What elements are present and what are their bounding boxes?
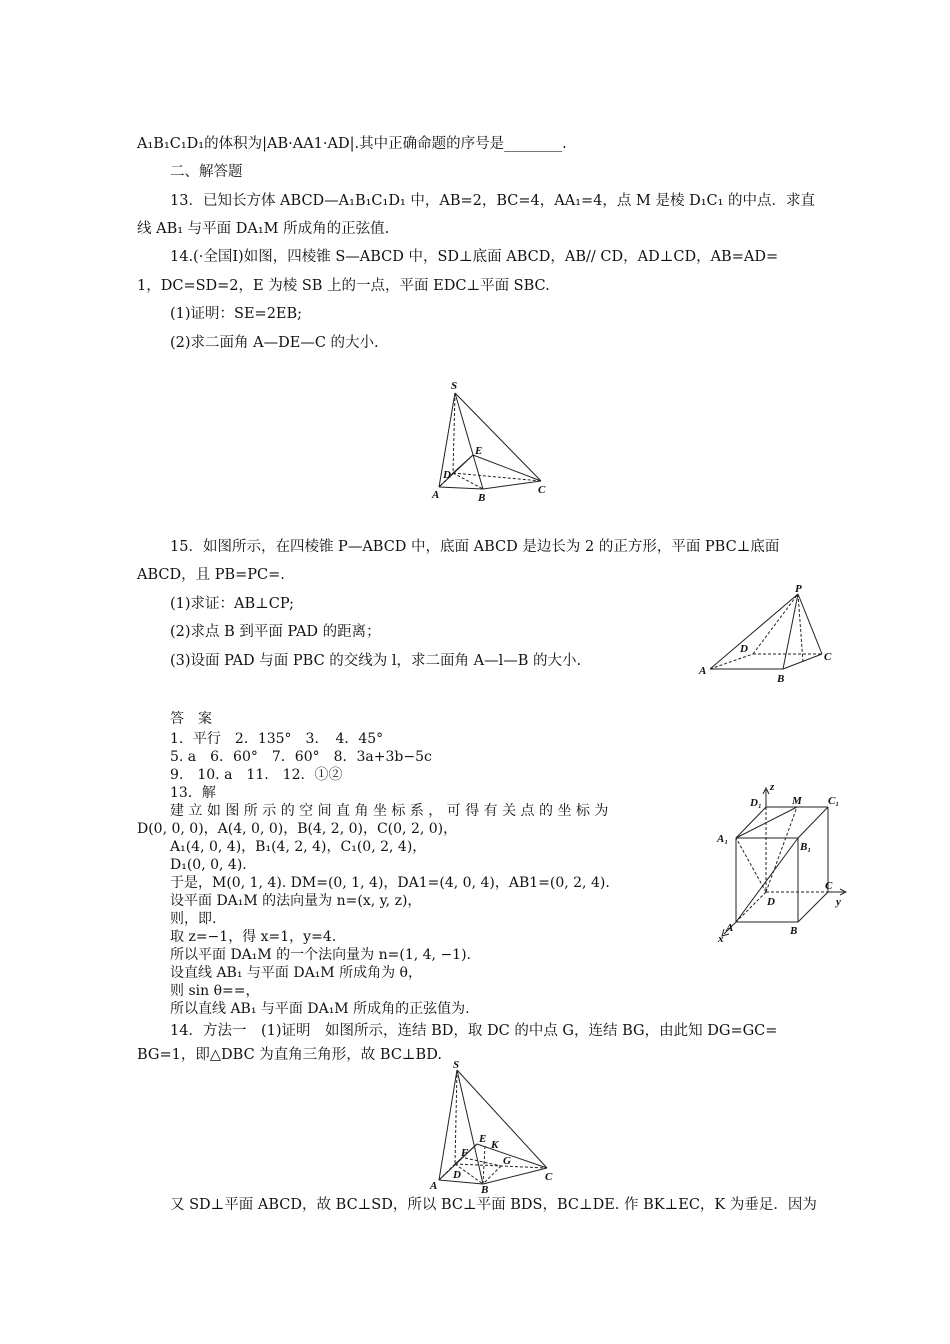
solution-13-heading: 13．解 [170, 785, 216, 801]
problem-14-line1: 14.(·全国Ⅰ)如图，四棱锥 S—ABCD 中，SD⊥底面 ABCD，AB// CD，AD⊥CD，AB=AD= [170, 249, 779, 265]
label-y: y [836, 896, 841, 908]
label-B: B [481, 1184, 489, 1193]
pyramid-figure-1 [425, 375, 560, 505]
label-B: B [790, 925, 798, 937]
label-A: A [430, 1180, 438, 1192]
solution-13-line: 于是，M(0, 1, 4). DM=(0, 1, 4)，DA1=(4, 0, 4)，AB1=(0, 2, 4). [170, 875, 610, 891]
solution-13-line: A₁(4, 0, 4)，B₁(4, 2, 4)，C₁(0, 2, 4)， [170, 839, 427, 855]
label-C: C [545, 1171, 553, 1183]
label-B1: B₁ [800, 841, 812, 853]
solution-14-line2: BG=1，即△DBC 为直角三角形，故 BC⊥BD. [137, 1047, 442, 1063]
label-M: M [792, 795, 802, 807]
pyramid-figure-2 [695, 582, 840, 687]
problem-15-part2: (2)求点 B 到平面 PAD 的距离； [170, 624, 381, 640]
label-D: D [767, 896, 775, 908]
label-D1: D₁ [750, 797, 762, 809]
answers-heading: 答 案 [170, 711, 212, 727]
label-A: A [432, 489, 440, 501]
label-P: P [795, 583, 802, 595]
label-G: G [503, 1155, 511, 1167]
label-C: C [825, 880, 833, 892]
solution-13-line: 取 z=−1，得 x=1，y=4. [170, 929, 337, 945]
answers-row3: 9. 10. a 11. 12．①② [170, 767, 343, 783]
problem-13-line1: 13．已知长方体 ABCD—A₁B₁C₁D₁ 中，AB=2，BC=4，AA₁=4，点 M 是棱 D₁C₁ 的中点．求直 [170, 193, 816, 209]
label-E: E [479, 1133, 487, 1145]
solution-13-line: 设直线 AB₁ 与平面 DA₁M 所成角为 θ， [170, 965, 422, 981]
label-D: D [740, 643, 748, 655]
pyramid-figure-3 [425, 1058, 565, 1193]
solution-13-line: D₁(0, 0, 4). [170, 857, 247, 873]
text-line: A₁B₁C₁D₁的体积为|AB·AA1·AD|.其中正确命题的序号是________. [137, 136, 567, 152]
label-C1: C₁ [828, 795, 840, 807]
label-A: A [726, 922, 734, 934]
label-E: E [475, 445, 483, 457]
label-F: F [461, 1147, 469, 1159]
problem-14-part2: (2)求二面角 A—DE—C 的大小. [170, 335, 379, 351]
label-A1: A₁ [717, 833, 729, 845]
label-z: z [770, 781, 775, 793]
solution-13-line: D(0, 0, 0)，A(4, 0, 0)，B(4, 2, 0)，C(0, 2, 0)， [137, 821, 458, 837]
label-S: S [453, 1059, 460, 1071]
solution-14-line3: 又 SD⊥平面 ABCD，故 BC⊥SD，所以 BC⊥平面 BDS，BC⊥DE. 作 BK⊥EC，K 为垂足．因为 [170, 1197, 817, 1213]
label-x: x [718, 933, 724, 945]
problem-13-line2: 线 AB₁ 与平面 DA₁M 所成角的正弦值. [137, 221, 390, 237]
solution-13-line: 建 立 如 图 所 示 的 空 间 直 角 坐 标 系 ， 可 得 有 关 点 的 坐 标 为 [170, 803, 609, 819]
solution-13-line: 所以平面 DA₁M 的一个法向量为 n=(1, 4, −1). [170, 947, 472, 963]
solution-13-line: 设平面 DA₁M 的法向量为 n=(x, y, z)， [170, 893, 422, 909]
section-heading: 二、解答题 [170, 164, 243, 180]
label-B: B [478, 492, 486, 504]
solution-13-line: 则，即. [170, 911, 217, 927]
solution-13-line: 所以直线 AB₁ 与平面 DA₁M 所成角的正弦值为. [170, 1001, 470, 1017]
problem-15-line1: 15．如图所示，在四棱锥 P—ABCD 中，底面 ABCD 是边长为 2 的正方形，平面 PBC⊥底面 [170, 539, 780, 555]
solution-14-line1: 14．方法一 (1)证明 如图所示，连结 BD，取 DC 的中点 G，连结 BG，由此知 DG=GC= [170, 1023, 778, 1039]
label-K: K [491, 1139, 499, 1151]
answers-row2: 5. a 6．60° 7．60° 8．3a+3b−5c [170, 749, 432, 765]
label-B: B [777, 673, 785, 685]
cuboid-figure [710, 780, 850, 945]
problem-14-part1: (1)证明：SE=2EB; [170, 306, 303, 322]
label-S: S [451, 380, 458, 392]
label-D: D [453, 1169, 461, 1181]
label-A: A [699, 665, 707, 677]
problem-15-part1: (1)求证：AB⊥CP; [170, 596, 295, 612]
problem-14-line2: 1，DC=SD=2，E 为棱 SB 上的一点，平面 EDC⊥平面 SBC. [137, 278, 550, 294]
label-D: D [443, 469, 451, 481]
problem-15-part3: (3)设面 PAD 与面 PBC 的交线为 l，求二面角 A—l—B 的大小. [170, 653, 582, 669]
label-C: C [824, 651, 832, 663]
solution-13-line: 则 sin θ==， [170, 983, 260, 999]
answers-row1: 1．平行 2．135° 3． 4．45° [170, 731, 384, 747]
label-C: C [538, 484, 546, 496]
problem-15-line2: ABCD，且 PB=PC=. [137, 567, 285, 583]
